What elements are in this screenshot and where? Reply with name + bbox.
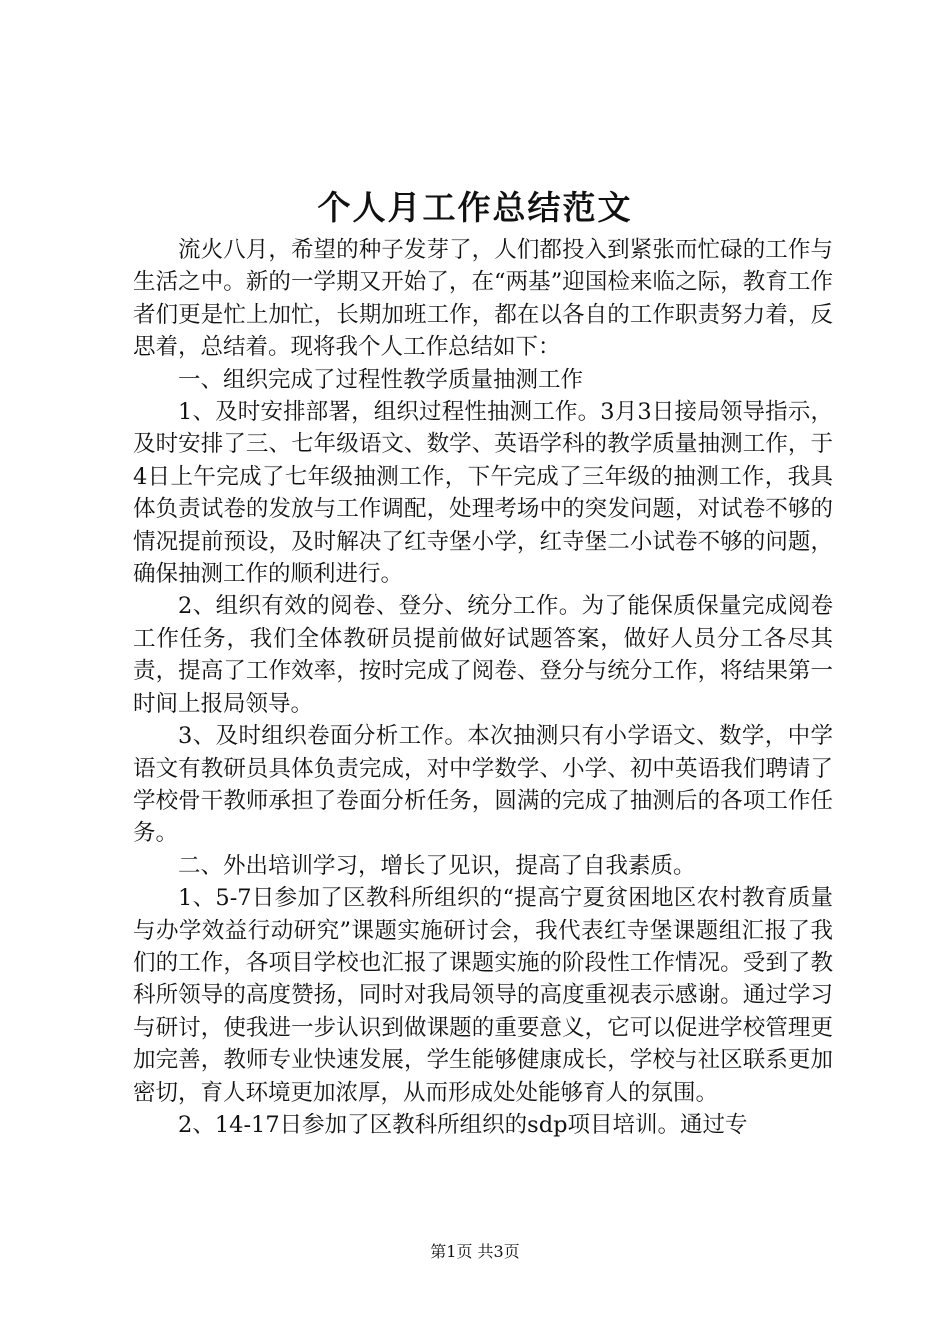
paragraph-1-3: 3、及时组织卷面分析工作。本次抽测只有小学语文、数学，中学语文有教研员具体负责完成，对中学数学、小学、初中英语我们聘请了学校骨干教师承担了卷面分析任务，圆满的完成了抽测后的各项工作任务。 [133,723,833,847]
section-heading-1: 一、组织完成了过程性教学质量抽测工作 [178,366,584,393]
paragraph-1-1: 1、及时安排部署，组织过程性抽测工作。3月3日接局领导指示，及时安排了三、七年级语文、数学、英语学科的教学质量抽测工作，于4日上午完成了七年级抽测工作，下午完成了三年级的抽测工作，我具体负责试卷的发放与工作调配，处理考场中的突发问题，对试卷不够的情况提前预设，及时解决了红寺堡小学，红寺堡二小试卷不够的问题，确保抽测工作的顺利进行。 [133,399,833,588]
paragraph-1-2: 2、组织有效的阅卷、登分、统分工作。为了能保质保量完成阅卷工作任务，我们全体教研员提前做好试题答案，做好人员分工各尽其责，提高了工作效率，按时完成了阅卷、登分与统分工作，将结果第一时间上报局领导。 [133,593,833,717]
paragraph-2-2: 2、14-17日参加了区教科所组织的sdp项目培训。通过专 [178,1111,748,1138]
paragraph-2-1: 1、5-7日参加了区教科所组织的“提高宁夏贫困地区农村教育质量与办学效益行动研究”课题实施研讨会，我代表红寺堡课题组汇报了我们的工作，各项目学校也汇报了课题实施的阶段性工作情况。受到了教科所领导的高度赞扬，同时对我局领导的高度重视表示感谢。通过学习与研讨，使我进一步认识到做课题的重要意义，它可以促进学校管理更加完善，教师专业快速发展，学生能够健康成长，学校与社区联系更加密切，育人环境更加浓厚，从而形成处处能够育人的氛围。 [133,885,833,1106]
paragraph-intro: 流火八月，希望的种子发芽了，人们都投入到紧张而忙碌的工作与生活之中。新的一学期又开始了，在“两基”迎国检来临之际，教育工作者们更是忙上加忙，长期加班工作，都在以各自的工作职责努力着，反思着，总结着。现将我个人工作总结如下： [133,237,833,361]
section-heading-2: 二、外出培训学习，增长了见识，提高了自我素质。 [178,852,696,879]
document-body [133,234,833,1141]
document-title: 个人月工作总结范文 [317,188,633,227]
page-footer: 第1页 共3页 [430,1242,520,1261]
